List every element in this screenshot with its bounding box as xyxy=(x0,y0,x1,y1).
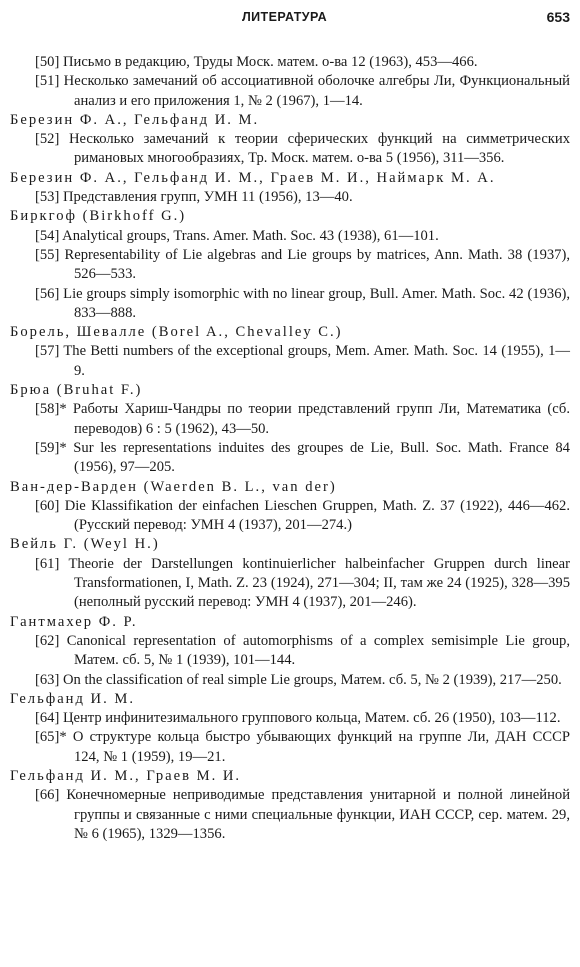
reference-entry xyxy=(10,632,570,671)
reference-text: Представления групп, УМН 11 (1956), 13—40. xyxy=(62,189,353,206)
reference-entry xyxy=(10,53,570,72)
author-heading: Березин Ф. А., Гельфанд И. М. xyxy=(10,111,260,128)
reference-text: Несколько замечаний к теории сферических функций на симметрических римановых многообразиях, Тр. Моск. матем. о-ва 5 (1956), 311—356. xyxy=(69,131,570,167)
reference-entry xyxy=(10,671,570,690)
reference-entry xyxy=(10,342,570,381)
reference-number: [63] xyxy=(35,671,60,688)
reference-text: The Betti numbers of the exceptional groups, Mem. Amer. Math. Soc. 14 (1955), 1—9. xyxy=(63,343,570,379)
reference-entry xyxy=(10,188,570,207)
reference-entry xyxy=(10,786,570,844)
reference-number: [58]* xyxy=(35,401,67,418)
reference-text: Конечномерные неприводимые представления унитарной и полной линейной группы и связанные с ними специальные функции, ИАН СССР, сер. матем. 29, № 6 (1965), 1329—1356. xyxy=(66,787,571,842)
reference-number: [65]* xyxy=(35,729,67,746)
reference-text: Работы Хариш-Чандры по теории представлений групп Ли, Математика (сб. переводов) 6 : 5 (1962), 43—50. xyxy=(72,401,570,437)
reference-number: [64] xyxy=(35,710,60,727)
reference-number: [50] xyxy=(35,54,60,70)
reference-number: [52] xyxy=(35,131,60,148)
reference-entry xyxy=(10,130,570,169)
author-heading: Брюа (Bruhat F.) xyxy=(10,382,143,399)
reference-text: Письмо в редакцию, Труды Моск. матем. о-ва 12 (1963), 453—466. xyxy=(62,54,478,70)
reference-number: [66] xyxy=(35,787,60,804)
reference-number: [62] xyxy=(35,632,60,649)
reference-number: [57] xyxy=(35,343,60,360)
page-number: 653 xyxy=(546,9,570,25)
author-heading: Борель, Шевалле (Borel A., Chevalley C.) xyxy=(10,324,343,341)
reference-text: Representability of Lie algebras and Lie groups by matrices, Ann. Math. 38 (1937), 526—533. xyxy=(64,246,570,283)
reference-number: [51] xyxy=(35,73,60,90)
author-heading: Гельфанд И. М., Граев М. И. xyxy=(10,767,242,784)
reference-number: [59]* xyxy=(35,439,67,456)
reference-entry xyxy=(10,246,570,285)
running-title: ЛИТЕРАТУРА xyxy=(242,10,328,24)
reference-text: On the classification of real simple Lie groups, Матем. сб. 5, № 2 (1939), 217—250. xyxy=(62,671,562,688)
reference-number: [60] xyxy=(35,497,60,514)
running-header xyxy=(0,10,580,32)
reference-number: [53] xyxy=(35,189,60,206)
reference-entry xyxy=(10,728,570,767)
reference-text: О структуре кольца быстро убывающих функций на группе Ли, ДАН СССР 124, № 1 (1959), 19—21. xyxy=(72,729,570,765)
reference-number: [56] xyxy=(35,285,60,302)
reference-text: Lie groups simply isomorphic with no linear group, Bull. Amer. Math. Soc. 42 (1936), 833—888. xyxy=(63,285,570,321)
reference-text: Несколько замечаний об ассоциативной оболочке алгебры Ли, Функциональный анализ и его приложения 1, № 2 (1967), 1—14. xyxy=(63,73,570,109)
reference-text: Die Klassifikation der einfachen Lieschen Gruppen, Math. Z. 37 (1922), 446—462. (Русский перевод: УМН 4 (1937), 201—274.) xyxy=(64,497,571,534)
reference-number: [54] xyxy=(35,227,60,244)
reference-text: Theorie der Darstellungen kontinuierlicher halbeinfacher Gruppen durch linear Transformationen, I, Math. Z. 23 (1924), 271—304; II, там же 24 (1925), 328—395 (неполный русский перевод: УМН 4 (1937), 201—246). xyxy=(68,555,570,611)
reference-text: Canonical representation of automorphisms of a complex semisimple Lie group, Матем. сб. 5, № 1 (1939), 101—144. xyxy=(66,632,570,669)
reference-text: Центр инфинитезимального группового кольца, Матем. сб. 26 (1950), 103—112. xyxy=(62,710,561,727)
reference-entry xyxy=(10,555,570,613)
reference-entry xyxy=(10,709,570,728)
author-heading: Березин Ф. А., Гельфанд И. М., Граев М. И., Наймарк М. А. xyxy=(10,169,496,186)
reference-entry xyxy=(10,439,570,478)
reference-text: Analytical groups, Trans. Amer. Math. Soc. 43 (1938), 61—101. xyxy=(62,227,439,244)
reference-number: [61] xyxy=(35,555,60,572)
reference-entry xyxy=(10,497,570,536)
author-heading: Вейль Г. (Weyl H.) xyxy=(10,536,160,553)
reference-text: Sur les representations induites des groupes de Lie, Bull. Soc. Math. France 84 (1956), 97—205. xyxy=(73,439,570,476)
author-heading: Биркгоф (Birkhoff G.) xyxy=(10,208,187,225)
reference-entry xyxy=(10,400,570,439)
reference-entry xyxy=(10,285,570,324)
bibliography-list xyxy=(10,53,570,844)
author-heading: Гантмахер Ф. Р. xyxy=(10,613,138,630)
reference-entry xyxy=(10,72,570,111)
reference-entry xyxy=(10,227,570,246)
author-heading: Ван-дер-Варден (Waerden B. L., van der) xyxy=(10,478,337,495)
reference-number: [55] xyxy=(35,246,60,263)
author-heading: Гельфанд И. М. xyxy=(10,690,136,707)
